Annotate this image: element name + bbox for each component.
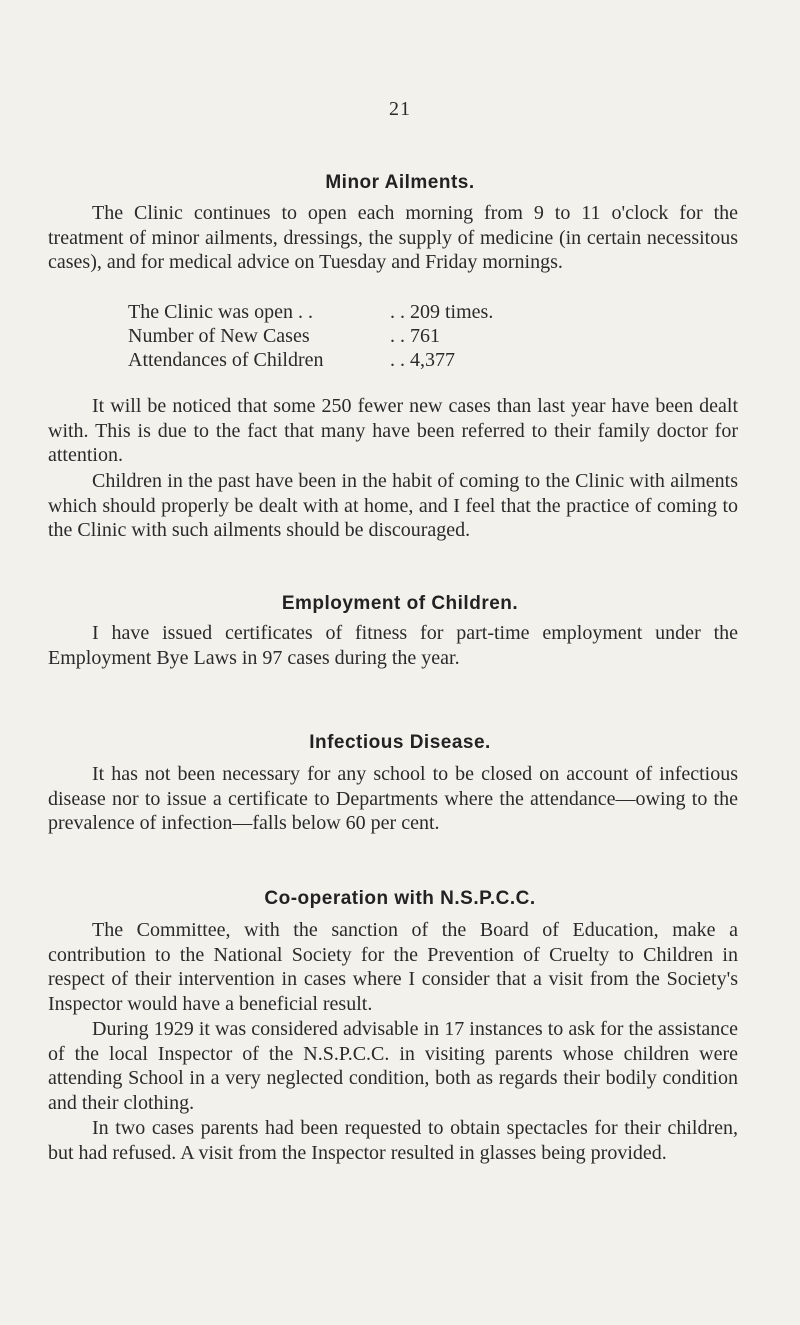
infectious-para-1: It has not been necessary for any school to be closed on account of infectious disease nor to issue a certificate to Departments where the attendance—owing to the prevalence of infection—falls below 60 per cent. [48,763,738,834]
heading-nspcc: Co-operation with N.S.P.C.C. [264,888,536,909]
stat-row-new-cases [128,324,493,348]
stat-value: . . 4,377 [390,349,455,371]
nspcc-para-3: In two cases parents had been requested to obtain spectacles for their children, but had refused. A visit from the Inspector resulted in glasses being provided. [48,1117,738,1164]
minor-ailments-para-2: Children in the past have been in the habit of coming to the Clinic with ailments which should properly be dealt with at home, and I feel that the practice of coming to the Clinic with such ailments should be discouraged. [48,470,738,541]
stat-label: The Clinic was open . . [128,301,313,323]
heading-employment: Employment of Children. [281,593,519,614]
stat-value: . . 761 [390,325,440,347]
stat-value: . . 209 times. [390,301,494,323]
nspcc-para-1: The Committee, with the sanction of the Board of Education, make a contribution to the National Society for the Prevention of Cruelty to Children in respect of their intervention in cases where I consider that a visit from the Society's Inspector would have a beneficial result. [48,919,738,1015]
minor-ailments-intro: The Clinic continues to open each morning from 9 to 11 o'clock for the treatment of minor ailments, dressings, the supply of medicine (in certain necessitous cases), and for medical advice on Tuesday and Friday mornings. [48,202,738,273]
stat-label: Number of New Cases [128,325,310,347]
minor-ailments-para-1: It will be noticed that some 250 fewer new cases than last year have been dealt with. This is due to the fact that many have been referred to their family doctor for attention. [48,395,738,466]
page-number: 21 [389,98,411,120]
heading-minor-ailments: Minor Ailments. [325,172,475,193]
stat-row-attendances [128,348,493,372]
nspcc-para-2: During 1929 it was considered advisable in 17 instances to ask for the assistance of the local Inspector of the N.S.P.C.C. in visiting parents whose children were attending School in a very neglected condition, both as regards their bodily condition and their clothing. [48,1018,738,1114]
stat-label: Attendances of Children [128,349,324,371]
heading-infectious-disease: Infectious Disease. [309,732,491,753]
stat-row-clinic-open [128,300,493,324]
employment-para-1: I have issued certificates of fitness for part-time employment under the Employment Bye Laws in 97 cases during the year. [48,622,738,669]
clinic-stats-table [128,300,493,372]
